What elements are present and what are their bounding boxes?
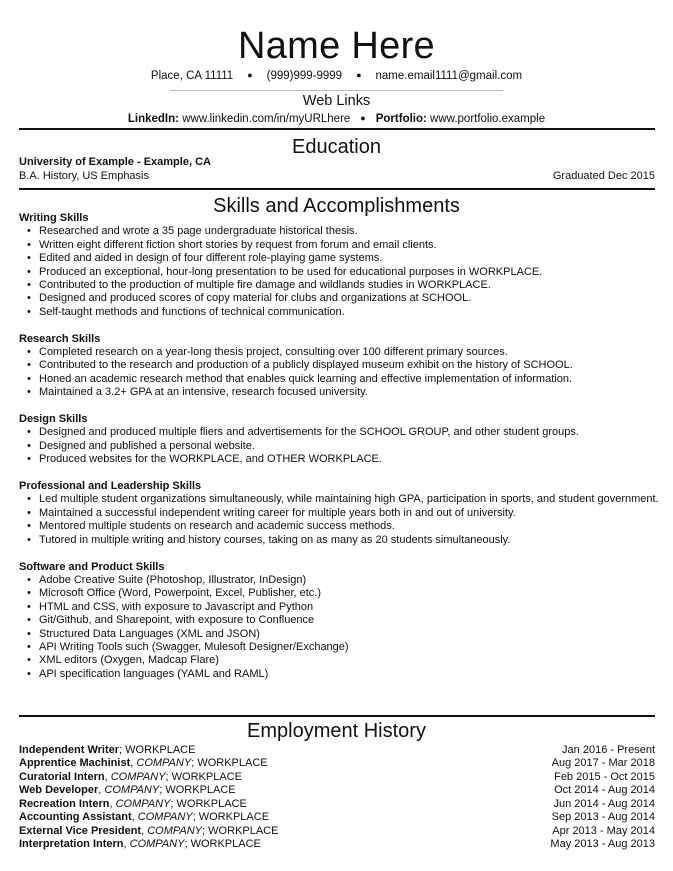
header-thin-divider	[170, 90, 503, 91]
linkedin-label: LinkedIn:	[127, 113, 179, 125]
list-item: • Contributed to the research and production of a publicly displayed museum exhibit on the history of SCHOOL.	[19, 359, 659, 372]
skill-category-title: Design Skills	[19, 413, 88, 426]
list-item: • Produced websites for the WORKPLACE, and OTHER WORKPLACE.	[19, 453, 659, 466]
job-place: WORKPLACE	[176, 797, 247, 810]
list-item: • Researched and wrote a 35 page undergraduate historical thesis.	[19, 225, 659, 238]
list-item: • API Writing Tools such (Swagger, Mulesoft Designer/Exchange)	[19, 641, 659, 654]
job-dates: Jan 2016 - Present	[562, 744, 655, 756]
list-item: • API specification languages (YAML and RAML)	[19, 668, 659, 681]
job-place: WORKPLACE	[197, 757, 268, 770]
job-place: WORKPLACE	[165, 784, 236, 797]
weblinks-title: Web Links	[302, 93, 371, 109]
links-line	[0, 111, 673, 126]
list-item: • Maintained a successful independent writing career for multiple years both in and out of university.	[19, 507, 659, 520]
list-item: • Maintained a 3.2+ GPA at an intensive, research focused university.	[19, 386, 659, 399]
list-item: • Tutored in multiple writing and history courses, taking on as many as 20 students simultaneously.	[19, 534, 659, 547]
skill-category	[19, 561, 659, 682]
employment-row: Apprentice Machinist, COMPANY; WORKPLACE Aug 2017 - Mar 2018	[19, 757, 655, 770]
list-item: • Contributed to the production of multiple fire damage and wildlands studies in WORKPLACE.	[19, 279, 659, 292]
job-dates: Oct 2014 - Aug 2014	[554, 784, 655, 797]
resume-name: Name Here	[238, 25, 435, 67]
job-title: Recreation Intern	[19, 797, 110, 810]
skill-category	[19, 212, 659, 319]
employment-row: Interpretation Intern, COMPANY; WORKPLACE May 2013 - Aug 2013	[19, 838, 655, 851]
bullet-separator: ●	[247, 70, 253, 80]
employment-list	[19, 744, 655, 852]
bullet-separator: ●	[360, 113, 366, 123]
section-divider	[19, 188, 655, 190]
list-item: • Led multiple student organizations simultaneously, while maintaining high GPA, participation in sports, and student government.	[19, 493, 659, 506]
job-dates: Apr 2013 - May 2014	[552, 824, 655, 837]
job-title: Curatorial Intern	[19, 770, 105, 783]
job-dates: Sep 2013 - Aug 2014	[551, 811, 655, 824]
job-dates: May 2013 - Aug 2013	[550, 838, 655, 851]
portfolio-link[interactable]: www.portfolio.example	[430, 113, 546, 125]
contact-line	[0, 68, 673, 83]
job-place: WORKPLACE	[171, 770, 242, 783]
job-title: Apprentice Machinist	[19, 757, 131, 770]
job-company: COMPANY	[115, 797, 171, 810]
list-item: • XML editors (Oxygen, Madcap Flare)	[19, 654, 659, 667]
education-degree-row	[19, 169, 655, 183]
employment-row: Curatorial Intern, COMPANY; WORKPLACE Feb 2015 - Oct 2015	[19, 770, 655, 783]
job-place: WORKPLACE	[208, 824, 279, 837]
job-company: COMPANY	[136, 757, 192, 770]
list-item: • HTML and CSS, with exposure to Javascript and Python	[19, 601, 659, 614]
job-company: COMPANY	[137, 811, 193, 824]
job-title: External Vice President	[19, 824, 142, 837]
job-title: Interpretation Intern	[19, 838, 124, 851]
email[interactable]: name.email1111@gmail.com	[375, 70, 523, 82]
list-item: • Designed and published a personal website.	[19, 440, 659, 453]
list-item: • Designed and produced multiple fliers and advertisements for the SCHOOL GROUP, and other student groups.	[19, 426, 659, 439]
job-place: WORKPLACE	[125, 744, 196, 756]
linkedin-link[interactable]: www.linkedin.com/in/myURLhere	[182, 113, 351, 125]
skills-list	[19, 212, 659, 681]
list-item: • Mentored multiple students on research and academic success methods.	[19, 520, 659, 533]
phone: (999)999-9999	[266, 70, 343, 82]
job-company: COMPANY	[129, 838, 185, 851]
list-item: • Completed research on a year-long thesis project, consulting over 100 different primary sources.	[19, 346, 659, 359]
employment-row: Recreation Intern, COMPANY; WORKPLACE Jun 2014 - Aug 2014	[19, 797, 655, 810]
job-company: COMPANY	[104, 784, 160, 797]
section-divider	[19, 715, 655, 717]
list-item: • Edited and aided in design of four different role-playing game systems.	[19, 252, 659, 265]
skill-category	[19, 480, 659, 547]
skill-category	[19, 333, 659, 400]
employment-row: Accounting Assistant, COMPANY; WORKPLACE Sep 2013 - Aug 2014	[19, 811, 655, 824]
list-item: • Designed and produced scores of copy material for clubs and organizations at SCHOOL.	[19, 292, 659, 305]
job-dates: Jun 2014 - Aug 2014	[553, 797, 655, 810]
section-divider	[19, 128, 655, 130]
employment-row: Web Developer, COMPANY; WORKPLACE Oct 2014 - Aug 2014	[19, 784, 655, 797]
employment-title: Employment History	[247, 720, 426, 742]
education-graduated: Graduated Dec 2015	[552, 170, 655, 182]
skill-category-title: Research Skills	[19, 332, 101, 345]
job-company: COMPANY	[110, 770, 166, 783]
education-degree: B.A. History, US Emphasis	[19, 170, 149, 182]
job-place: WORKPLACE	[198, 811, 270, 824]
job-company: COMPANY	[147, 824, 203, 837]
job-title: Accounting Assistant	[19, 811, 132, 824]
job-dates: Feb 2015 - Oct 2015	[554, 770, 655, 783]
list-item: • Honed an academic research method that enables quick learning and effective implementation of information.	[19, 373, 659, 386]
list-item: • Adobe Creative Suite (Photoshop, Illustrator, InDesign)	[19, 574, 659, 587]
education-school: University of Example - Example, CA	[19, 156, 211, 168]
list-item: • Self-taught methods and functions of technical communication.	[19, 306, 659, 319]
list-item: • Git/Github, and Sharepoint, with exposure to Confluence	[19, 614, 659, 627]
list-item: • Microsoft Office (Word, Powerpoint, Excel, Publisher, etc.)	[19, 587, 659, 600]
job-place: WORKPLACE	[190, 838, 261, 851]
address: Place, CA 11111	[150, 70, 234, 82]
skills-title: Skills and Accomplishments	[213, 195, 460, 217]
skill-category-title: Software and Product Skills	[19, 560, 165, 573]
list-item: • Structured Data Languages (XML and JSON)	[19, 628, 659, 641]
skill-category-title: Professional and Leadership Skills	[19, 480, 202, 493]
skill-category	[19, 413, 659, 467]
bullet-separator: ●	[356, 70, 362, 80]
skill-category-title: Writing Skills	[19, 212, 89, 224]
employment-row: Independent Writer; WORKPLACE Jan 2016 - Present	[19, 744, 655, 756]
portfolio-label: Portfolio:	[375, 113, 427, 125]
list-item: • Written eight different fiction short stories by request from forum and email clients.	[19, 239, 659, 252]
job-title: Independent Writer	[19, 744, 120, 756]
list-item: • Produced an exceptional, hour-long presentation to be used for educational purposes in WORKPLACE.	[19, 266, 659, 279]
education-title: Education	[292, 136, 381, 158]
job-title: Web Developer	[19, 784, 99, 797]
job-dates: Aug 2017 - Mar 2018	[551, 757, 655, 770]
employment-row: External Vice President, COMPANY; WORKPLACE Apr 2013 - May 2014	[19, 824, 655, 837]
